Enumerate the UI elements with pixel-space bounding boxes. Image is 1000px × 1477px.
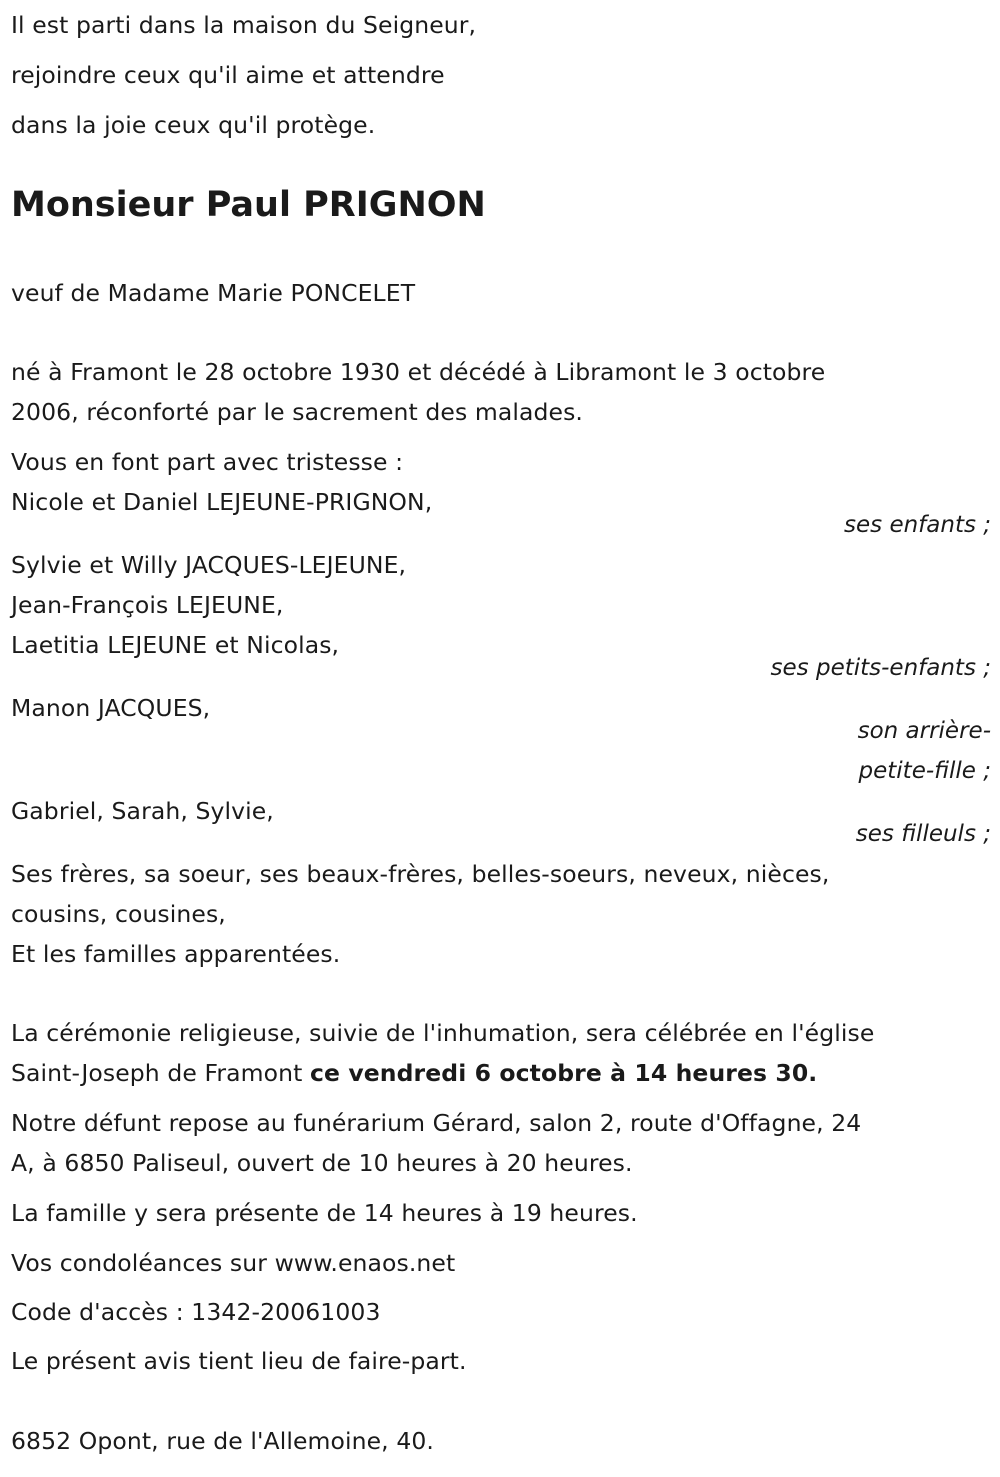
grandchild-name: Laetitia LEJEUNE et Nicolas, (11, 631, 340, 659)
access-code: Code d'accès : 1342-20061003 (11, 1298, 381, 1326)
address-line: 6852 Opont, rue de l'Allemoine, 40. (11, 1427, 434, 1455)
grandchildren-label: ses petits-enfants ; (770, 655, 991, 681)
intro-line: Il est parti dans la maison du Seigneur, (11, 11, 477, 39)
children-names: Nicole et Daniel LEJEUNE-PRIGNON, (11, 488, 433, 516)
grandchild-name: Jean-François LEJEUNE, (11, 591, 284, 619)
bio-line: né à Framont le 28 octobre 1930 et décédé à Libramont le 3 octobre (11, 358, 826, 386)
ceremony-place: Saint-Joseph de Framont (11, 1059, 310, 1087)
ceremony-line: La cérémonie religieuse, suivie de l'inhumation, sera célébrée en l'église (11, 1019, 875, 1047)
ceremony-line (11, 1058, 817, 1088)
funeral-home-line: A, à 6850 Paliseul, ouvert de 10 heures à 20 heures. (11, 1149, 633, 1177)
family-presence: La famille y sera présente de 14 heures à 19 heures. (11, 1199, 638, 1227)
other-relatives: Ses frères, sa soeur, ses beaux-frères, belles-soeurs, neveux, nièces, (11, 860, 830, 888)
spouse-line: veuf de Madame Marie PONCELET (11, 279, 416, 307)
ceremony-datetime: ce vendredi 6 octobre à 14 heures 30. (310, 1059, 818, 1087)
other-relatives: Et les familles apparentées. (11, 940, 341, 968)
great-grandchild-label: petite-fille ; (858, 758, 991, 784)
condolences-line: Vos condoléances sur www.enaos.net (11, 1249, 456, 1277)
other-relatives: cousins, cousines, (11, 900, 226, 928)
godchildren-label: ses filleuls ; (855, 821, 991, 847)
children-label: ses enfants ; (844, 512, 991, 538)
family-intro: Vous en font part avec tristesse : (11, 448, 404, 476)
great-grandchild-name: Manon JACQUES, (11, 694, 211, 722)
deceased-name: Monsieur Paul PRIGNON (11, 185, 486, 225)
funeral-home-line: Notre défunt repose au funérarium Gérard, salon 2, route d'Offagne, 24 (11, 1109, 862, 1137)
intro-line: rejoindre ceux qu'il aime et attendre (11, 61, 445, 89)
intro-line: dans la joie ceux qu'il protège. (11, 111, 376, 139)
great-grandchild-label: son arrière- (857, 718, 991, 744)
godchildren-names: Gabriel, Sarah, Sylvie, (11, 797, 274, 825)
bio-line: 2006, réconforté par le sacrement des malades. (11, 398, 583, 426)
notice-line: Le présent avis tient lieu de faire-part. (11, 1347, 467, 1375)
grandchild-name: Sylvie et Willy JACQUES-LEJEUNE, (11, 551, 407, 579)
